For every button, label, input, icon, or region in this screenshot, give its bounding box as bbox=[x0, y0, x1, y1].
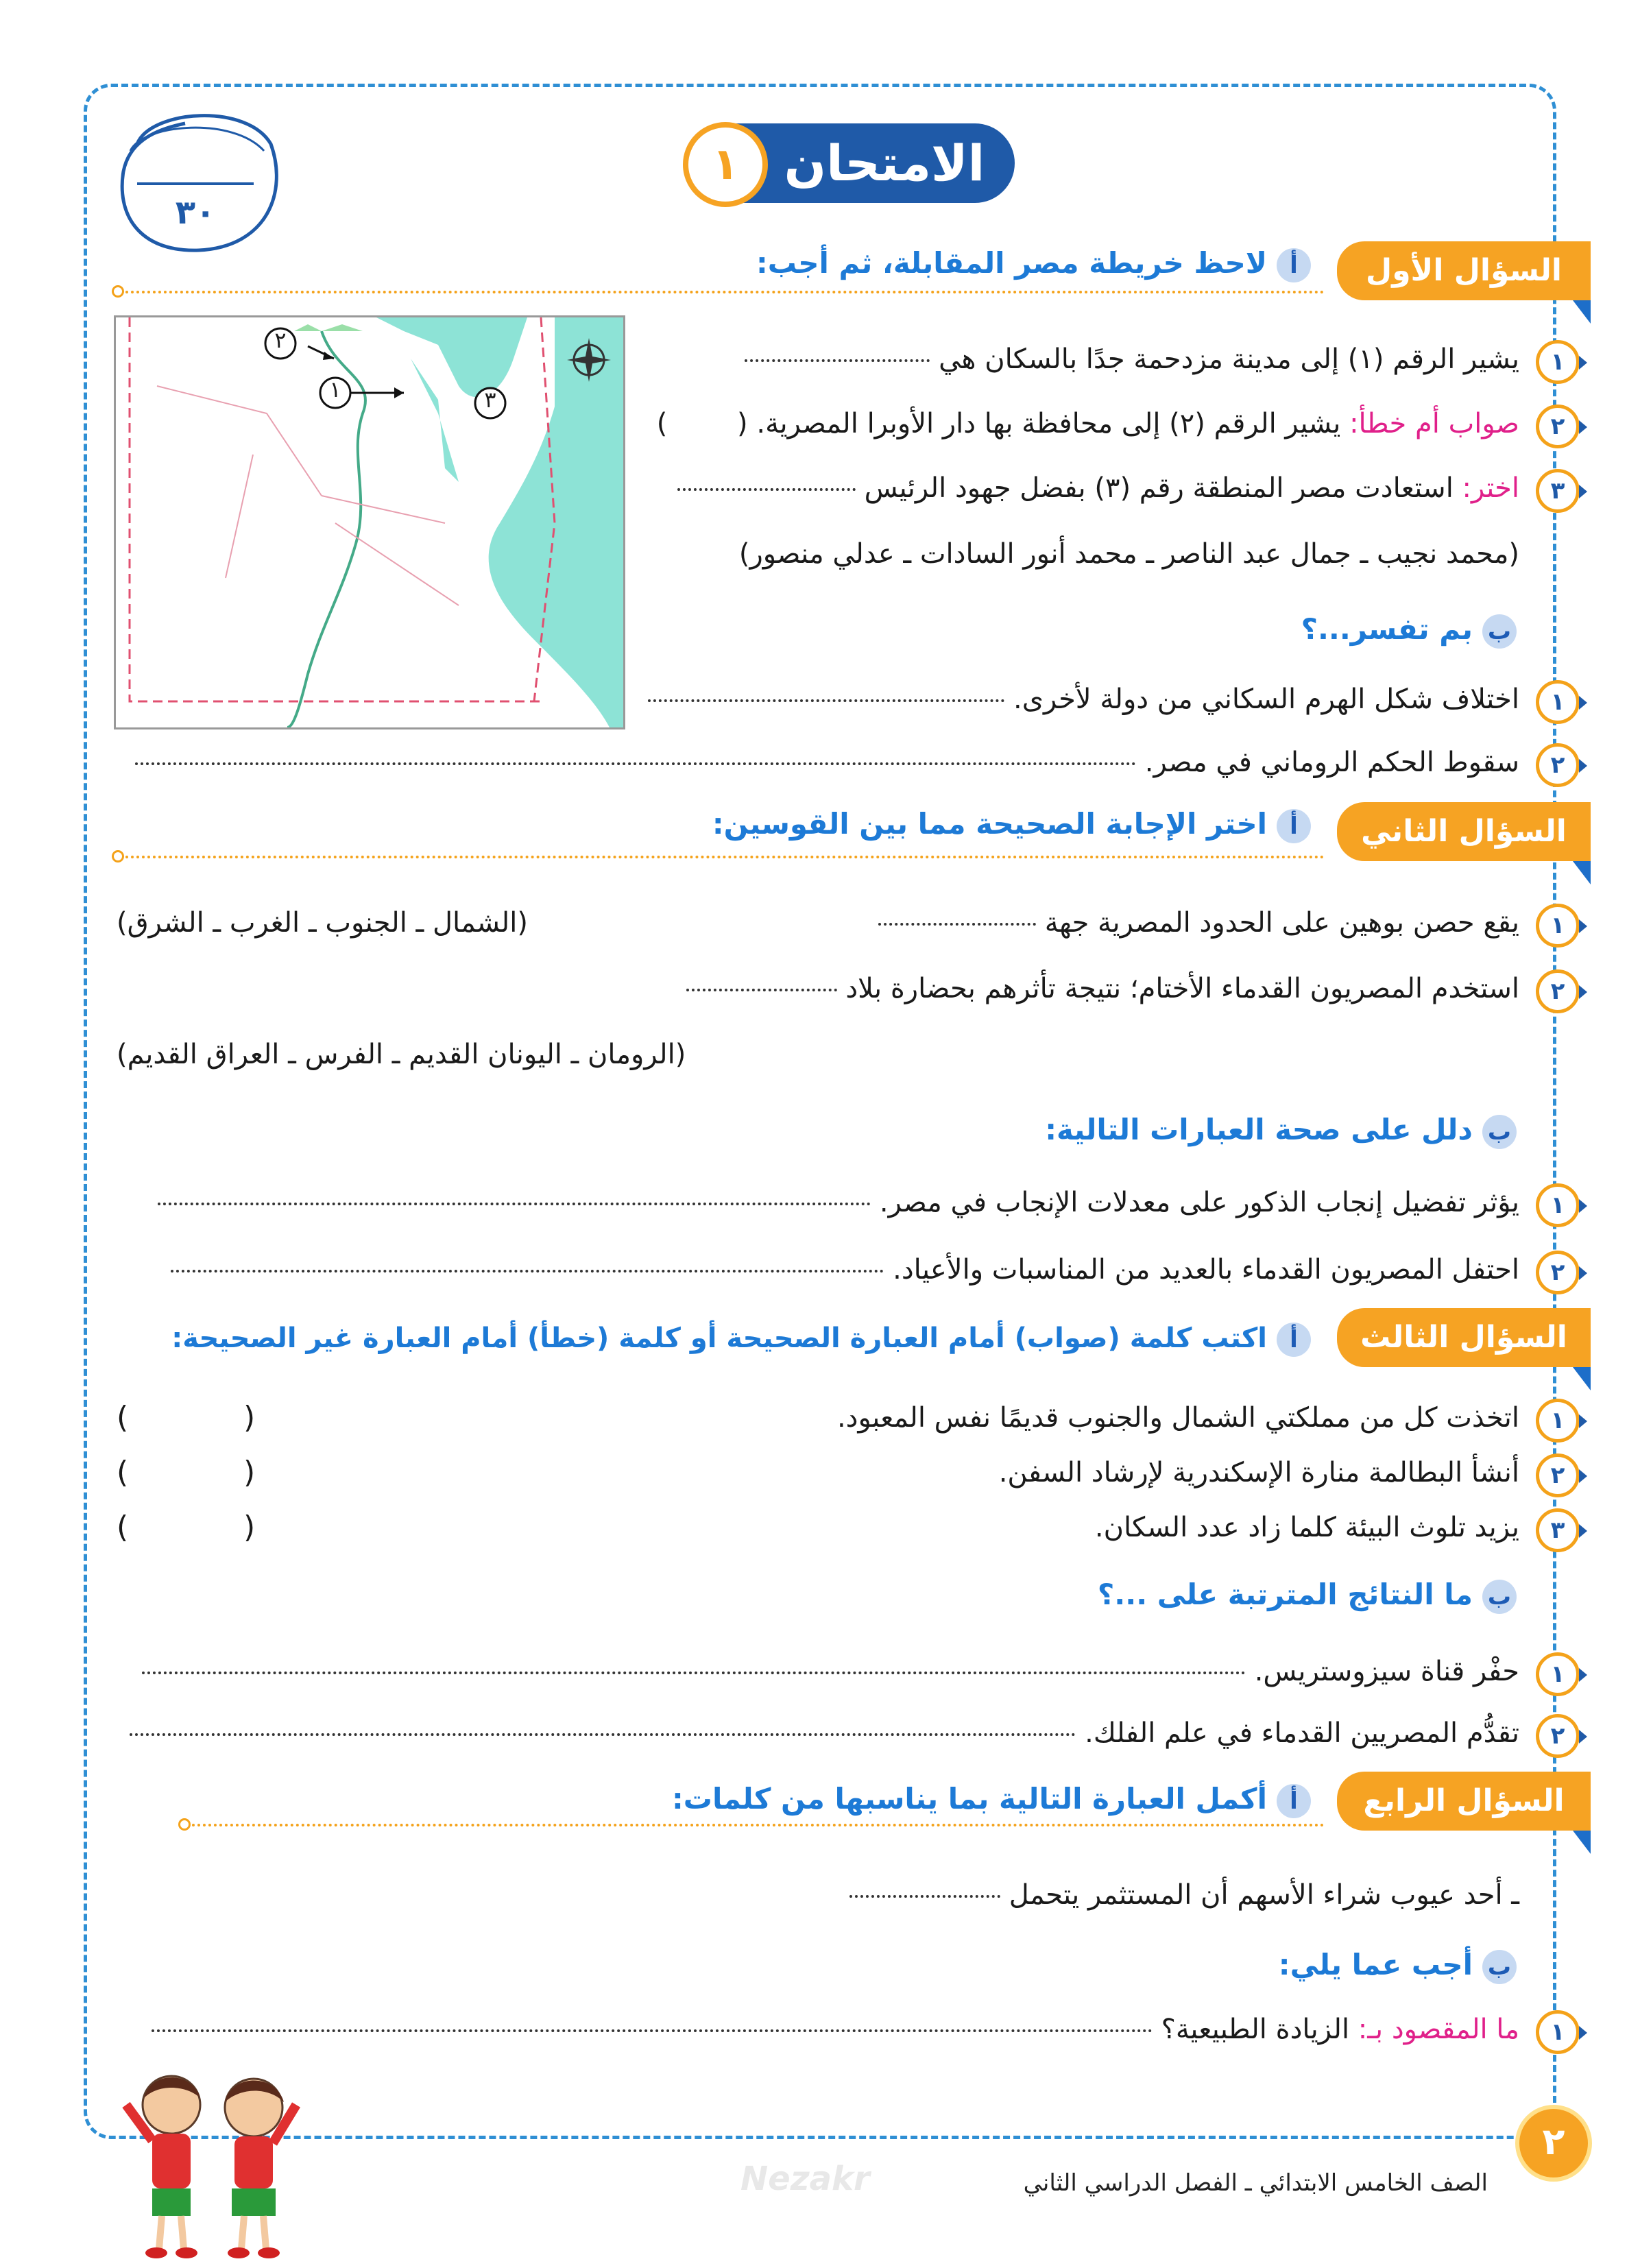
q3-item-1: اتخذت كل من مملكتي الشمال والجنوب قديمًا نفس المعبود. bbox=[836, 1402, 1519, 1434]
page-number: ٢ bbox=[1515, 2105, 1592, 2182]
q1-b-item-1 bbox=[648, 680, 1519, 719]
q3-b-item-2-text: تقدُّم المصريين القدماء في علم الفلك. bbox=[1085, 1717, 1519, 1749]
q2-b-item-2-text: احتفل المصريون القدماء بالعديد من المناسبات والأعياد. bbox=[893, 1254, 1519, 1286]
exam-number: ١ bbox=[683, 122, 768, 207]
answer-line[interactable] bbox=[686, 989, 837, 991]
q4-a-item bbox=[849, 1876, 1519, 1914]
q1-item-2-paren[interactable]: ( ) bbox=[656, 408, 748, 439]
answer-line[interactable] bbox=[135, 762, 1136, 765]
egypt-map-drawing bbox=[116, 317, 623, 727]
footer-grade: الصف الخامس الابتدائي ـ الفصل الدراسي الثاني bbox=[1023, 2169, 1488, 2197]
q1-item-3-text: استعادت مصر المنطقة رقم (٣) بفضل جهود الرئيس bbox=[864, 472, 1454, 504]
q3-a-heading bbox=[171, 1318, 1311, 1359]
q4-tab bbox=[1337, 1772, 1591, 1831]
answer-line[interactable] bbox=[171, 1270, 884, 1272]
q3-item-1-paren[interactable]: ( ) bbox=[117, 1400, 256, 1435]
q2-b-item-1 bbox=[158, 1183, 1519, 1222]
q2-item-1 bbox=[878, 904, 1519, 942]
q1-item-2-label: صواب أم خطأ: bbox=[1349, 408, 1519, 439]
map-label-3: ٣ bbox=[484, 387, 496, 413]
answer-line[interactable] bbox=[130, 1733, 1076, 1736]
kids-illustration bbox=[117, 2064, 309, 2263]
q4-tab-label: السؤال الرابع bbox=[1363, 1783, 1565, 1818]
q1-item-num-1: ١ bbox=[1536, 340, 1580, 384]
q2-item-num-1: ١ bbox=[1536, 904, 1580, 948]
q2-b-item-2 bbox=[171, 1251, 1519, 1289]
q4-b-num-1: ١ bbox=[1536, 2010, 1580, 2054]
answer-line[interactable] bbox=[648, 699, 1004, 702]
q1-item-2 bbox=[657, 405, 1519, 443]
exam-title: الامتحان bbox=[784, 134, 985, 192]
q1-b-num-1: ١ bbox=[1536, 680, 1580, 724]
egypt-map bbox=[114, 315, 625, 729]
q1-b-num-2: ٢ bbox=[1536, 743, 1580, 787]
q4-b-item-1 bbox=[152, 2010, 1519, 2049]
q4-a-title: أكمل العبارة التالية بما يناسبها من كلمات: bbox=[671, 1782, 1267, 1815]
kids-icon bbox=[117, 2064, 309, 2263]
q3-tab bbox=[1337, 1308, 1591, 1367]
q3-item-3-paren[interactable]: ( ) bbox=[117, 1510, 256, 1545]
map-label-1: ١ bbox=[329, 376, 341, 402]
q2-item-1-choices: (الشمال ـ الجنوب ـ الغرب ـ الشرق) bbox=[117, 907, 528, 939]
q3-b-item-1-text: حفْر قناة سيزوستريس. bbox=[1254, 1656, 1519, 1687]
q4-b-title: أجب عما يلي: bbox=[1278, 1948, 1473, 1981]
q1-item-3 bbox=[677, 469, 1519, 507]
q1-b-badge: ب bbox=[1482, 614, 1517, 649]
q1-rule bbox=[120, 291, 1325, 293]
answer-line[interactable] bbox=[152, 2029, 1153, 2032]
q1-item-1 bbox=[745, 340, 1519, 378]
q1-item-1-text: يشير الرقم (١) إلى مدينة مزدحمة جدًا بالسكان هي bbox=[939, 343, 1519, 375]
score-box bbox=[110, 103, 281, 261]
q1-item-2-text: يشير الرقم (٢) إلى محافظة بها دار الأوبرا المصرية. bbox=[756, 408, 1341, 439]
q3-a-badge: أ bbox=[1277, 1323, 1311, 1357]
q2-tab bbox=[1337, 802, 1591, 861]
answer-line[interactable] bbox=[142, 1672, 1246, 1674]
q2-a-title: اختر الإجابة الصحيحة مما بين القوسين: bbox=[712, 807, 1267, 841]
q1-tab-label: السؤال الأول bbox=[1366, 253, 1562, 288]
q3-b-num-1: ١ bbox=[1536, 1652, 1580, 1696]
q2-a-badge: أ bbox=[1277, 809, 1311, 843]
q4-b-item-1-text: الزيادة الطبيعية؟ bbox=[1161, 2014, 1350, 2045]
q4-a-badge: أ bbox=[1277, 1784, 1311, 1818]
q3-b-heading bbox=[1098, 1574, 1517, 1615]
answer-line[interactable] bbox=[745, 359, 930, 362]
q1-a-title: لاحظ خريطة مصر المقابلة، ثم أجب: bbox=[756, 246, 1267, 280]
q1-choices: (محمد نجيب ـ جمال عبد الناصر ـ محمد أنور السادات ـ عدلي منصور) bbox=[738, 538, 1519, 570]
map-label-2: ٢ bbox=[274, 327, 287, 353]
q1-a-heading bbox=[756, 243, 1311, 284]
q3-b-title: ما النتائج المترتبة على ...؟ bbox=[1097, 1578, 1473, 1611]
q2-item-num-2: ٢ bbox=[1536, 969, 1580, 1013]
q1-a-badge: أ bbox=[1277, 248, 1311, 282]
q2-b-num-1: ١ bbox=[1536, 1183, 1580, 1227]
q1-b-item-2-text: سقوط الحكم الروماني في مصر. bbox=[1144, 747, 1519, 778]
answer-line[interactable] bbox=[158, 1203, 871, 1205]
q1-b-title: بم تفسر...؟ bbox=[1301, 612, 1473, 646]
q2-tab-label: السؤال الثاني bbox=[1361, 814, 1567, 849]
q2-a-heading bbox=[712, 804, 1311, 845]
q3-item-2: أنشأ البطالمة منارة الإسكندرية لإرشاد السفن. bbox=[998, 1457, 1519, 1488]
q3-item-2-paren[interactable]: ( ) bbox=[117, 1455, 256, 1490]
q2-b-num-2: ٢ bbox=[1536, 1251, 1580, 1294]
q3-item-num-1: ١ bbox=[1536, 1399, 1580, 1443]
q3-a-title: اكتب كلمة (صواب) أمام العبارة الصحيحة أو كلمة (خطأ) أمام العبارة غير الصحيحة: bbox=[171, 1323, 1267, 1354]
q4-a-item-text: ـ أحد عيوب شراء الأسهم أن المستثمر يتحمل bbox=[1009, 1879, 1519, 1911]
q2-b-item-1-text: يؤثر تفضيل إنجاب الذكور على معدلات الإنجاب في مصر. bbox=[879, 1187, 1519, 1218]
q2-b-badge: ب bbox=[1482, 1115, 1517, 1149]
q2-choices-2: (الرومان ـ اليونان القديم ـ الفرس ـ العراق القديم) bbox=[117, 1039, 686, 1070]
score-scribble bbox=[110, 103, 281, 261]
q1-item-3-label: اختر: bbox=[1462, 472, 1519, 504]
q1-b-item-1-text: اختلاف شكل الهرم السكاني من دولة لأخرى. bbox=[1013, 684, 1519, 715]
q2-item-2 bbox=[686, 969, 1519, 1008]
q3-item-3: يزيد تلوث البيئة كلما زاد عدد السكان. bbox=[1094, 1512, 1519, 1543]
q3-b-item-2 bbox=[130, 1714, 1519, 1752]
q2-b-title: دلل على صحة العبارات التالية: bbox=[1045, 1113, 1473, 1146]
q1-b-item-2 bbox=[135, 743, 1519, 782]
q3-item-num-3: ٣ bbox=[1536, 1508, 1580, 1552]
q4-rule bbox=[186, 1824, 1325, 1826]
q4-b-heading bbox=[1279, 1944, 1517, 1986]
q2-item-1-text: يقع حصن بوهين على الحدود المصرية جهة bbox=[1044, 907, 1519, 939]
q3-item-num-2: ٢ bbox=[1536, 1453, 1580, 1497]
q3-tab-label: السؤال الثالث bbox=[1360, 1320, 1567, 1355]
q4-b-item-1-label: ما المقصود بـ: bbox=[1358, 2014, 1519, 2045]
q1-tab bbox=[1337, 241, 1591, 300]
q1-item-num-2: ٢ bbox=[1536, 405, 1580, 448]
q3-b-num-2: ٢ bbox=[1536, 1714, 1580, 1758]
q1-item-num-3: ٣ bbox=[1536, 469, 1580, 513]
q3-b-item-1 bbox=[142, 1652, 1519, 1691]
answer-line[interactable] bbox=[677, 488, 856, 491]
q3-b-badge: ب bbox=[1482, 1580, 1517, 1614]
answer-line[interactable] bbox=[878, 923, 1036, 926]
score-value: ٣٠ bbox=[175, 193, 216, 232]
q2-rule bbox=[120, 856, 1325, 858]
q2-b-heading bbox=[1045, 1109, 1517, 1150]
q4-a-heading bbox=[672, 1778, 1311, 1820]
answer-line[interactable] bbox=[849, 1895, 1000, 1898]
footer-watermark: Nezakr bbox=[740, 2160, 870, 2198]
q1-b-heading bbox=[1301, 609, 1517, 650]
q4-b-badge: ب bbox=[1482, 1950, 1517, 1984]
q2-item-2-text: استخدم المصريون القدماء الأختام؛ نتيجة تأثرهم بحضارة بلاد bbox=[845, 973, 1519, 1004]
